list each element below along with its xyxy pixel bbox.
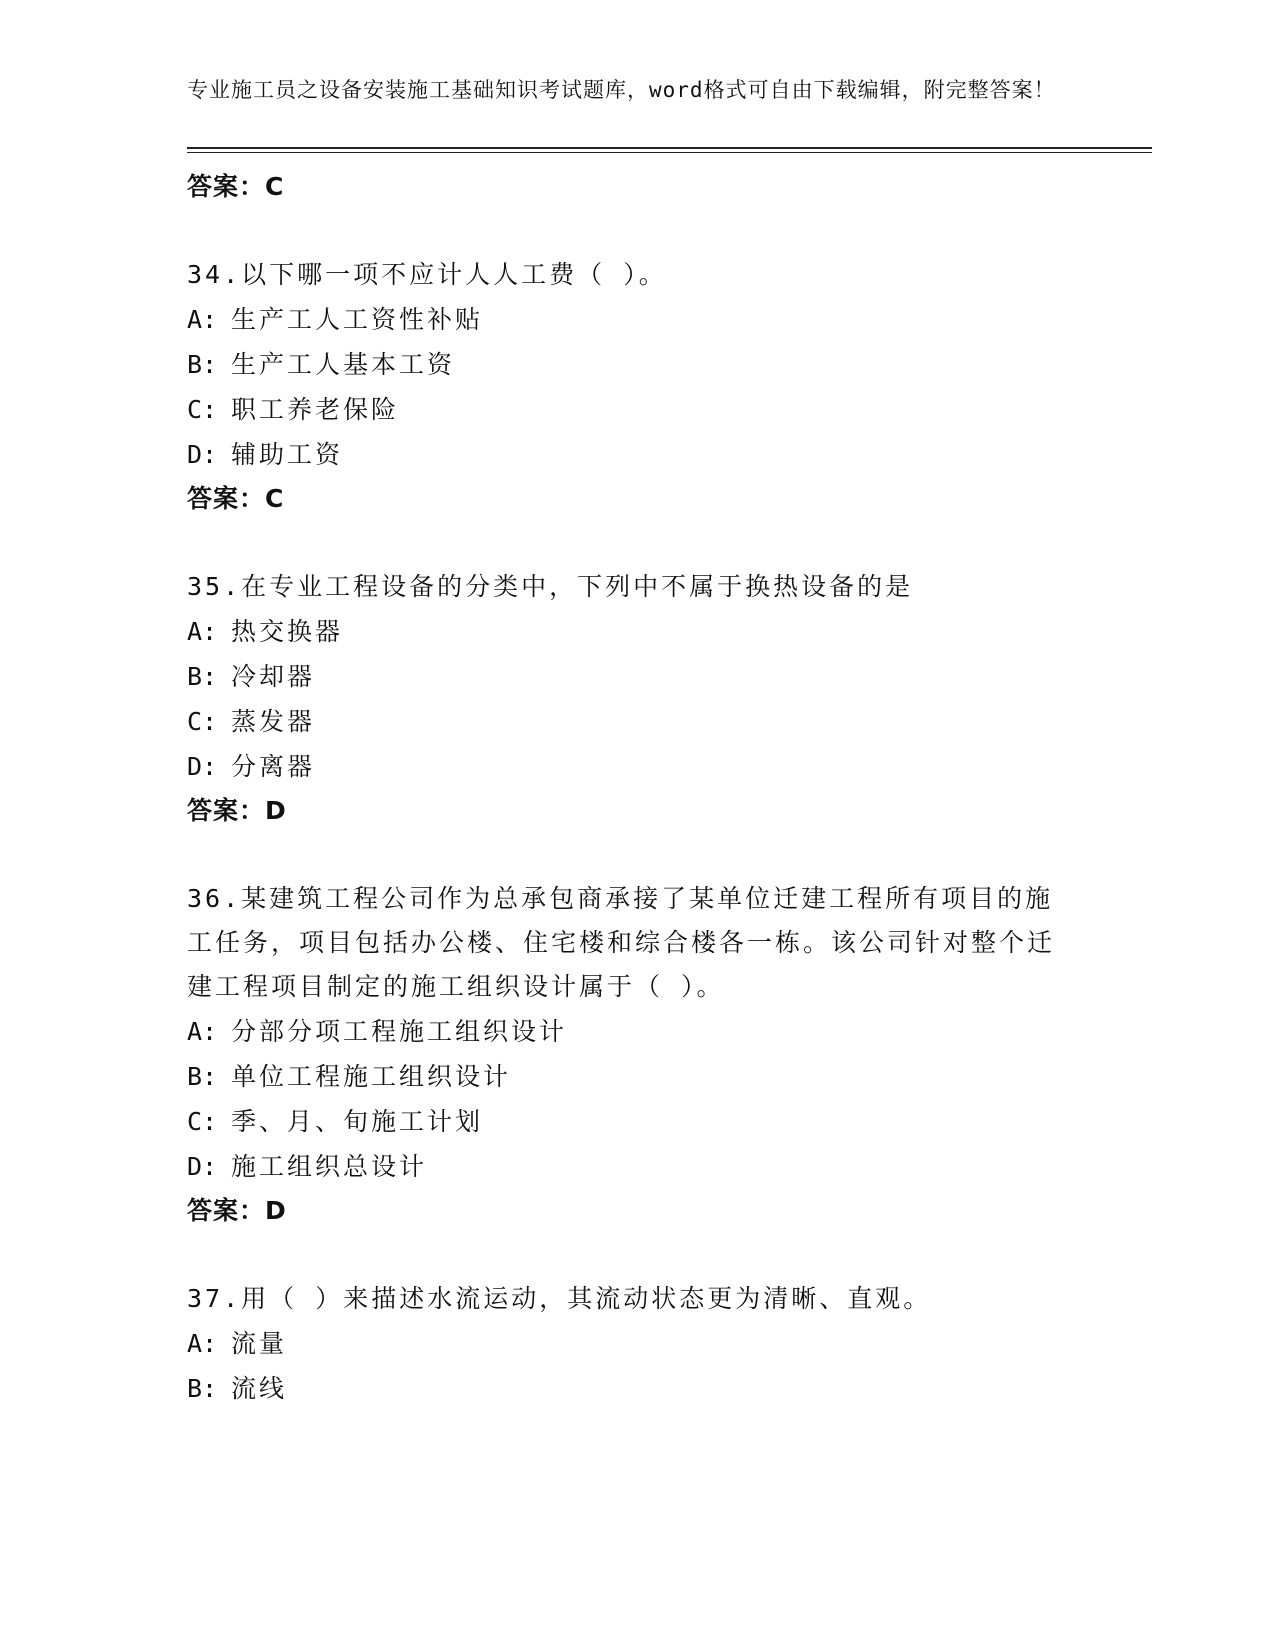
option-key: B: xyxy=(187,1374,218,1403)
option-text: 生产工人工资性补贴 xyxy=(231,305,484,334)
option-a xyxy=(187,609,1152,654)
answer-line: 答案：C xyxy=(187,484,285,513)
option-key: A: xyxy=(187,1329,218,1358)
option-key: B: xyxy=(187,350,218,379)
previous-answer: 答案：C xyxy=(187,172,285,201)
option-text: 施工组织总设计 xyxy=(231,1152,428,1181)
option-key: B: xyxy=(187,662,218,691)
question-stem: 34.以下哪一项不应计人人工费（ ）。 xyxy=(187,260,667,289)
option-text: 辅助工资 xyxy=(231,440,344,469)
option-key: A: xyxy=(187,305,218,334)
option-key: D: xyxy=(187,752,218,781)
document-page xyxy=(187,0,1152,1411)
option-a xyxy=(187,1009,1152,1054)
option-text: 流线 xyxy=(231,1374,288,1403)
option-b xyxy=(187,654,1152,699)
option-text: 冷却器 xyxy=(231,662,316,691)
option-text: 季、月、旬施工计划 xyxy=(231,1107,484,1136)
question-35 xyxy=(187,565,1152,833)
option-a xyxy=(187,297,1152,342)
question-stem: 37.用（ ）来描述水流运动，其流动状态更为清晰、直观。 xyxy=(187,1284,932,1313)
option-key: C: xyxy=(187,395,218,424)
question-stem: 36.某建筑工程公司作为总承包商承接了某单位迁建工程所有项目的施工任务，项目包括办公楼、住宅楼和综合楼各一栋。该公司针对整个迁建工程项目制定的施工组织设计属于（ ）。 xyxy=(187,884,1056,1001)
option-key: A: xyxy=(187,617,218,646)
option-text: 单位工程施工组织设计 xyxy=(231,1062,512,1091)
option-d xyxy=(187,432,1152,477)
document-header: 专业施工员之设备安装施工基础知识考试题库，word格式可自由下载编辑，附完整答案！ xyxy=(187,78,1056,102)
answer-line: 答案：D xyxy=(187,796,287,825)
option-key: A: xyxy=(187,1017,218,1046)
option-text: 职工养老保险 xyxy=(231,395,400,424)
option-b xyxy=(187,342,1152,387)
question-34 xyxy=(187,253,1152,521)
option-key: D: xyxy=(187,440,218,469)
option-text: 分离器 xyxy=(231,752,316,781)
option-c xyxy=(187,699,1152,744)
option-text: 分部分项工程施工组织设计 xyxy=(231,1017,568,1046)
option-key: C: xyxy=(187,1107,218,1136)
option-key: B: xyxy=(187,1062,218,1091)
question-list xyxy=(187,253,1152,1411)
header-divider xyxy=(187,147,1152,153)
option-a xyxy=(187,1321,1152,1366)
option-text: 生产工人基本工资 xyxy=(231,350,456,379)
answer-line: 答案：D xyxy=(187,1196,287,1225)
option-d xyxy=(187,744,1152,789)
option-text: 热交换器 xyxy=(231,617,344,646)
option-b xyxy=(187,1366,1152,1411)
option-c xyxy=(187,387,1152,432)
option-key: C: xyxy=(187,707,218,736)
question-stem: 35.在专业工程设备的分类中，下列中不属于换热设备的是 xyxy=(187,572,914,601)
option-text: 蒸发器 xyxy=(231,707,316,736)
option-text: 流量 xyxy=(231,1329,288,1358)
option-c xyxy=(187,1099,1152,1144)
question-37 xyxy=(187,1277,1152,1411)
option-key: D: xyxy=(187,1152,218,1181)
option-d xyxy=(187,1144,1152,1189)
question-36 xyxy=(187,877,1152,1233)
option-b xyxy=(187,1054,1152,1099)
